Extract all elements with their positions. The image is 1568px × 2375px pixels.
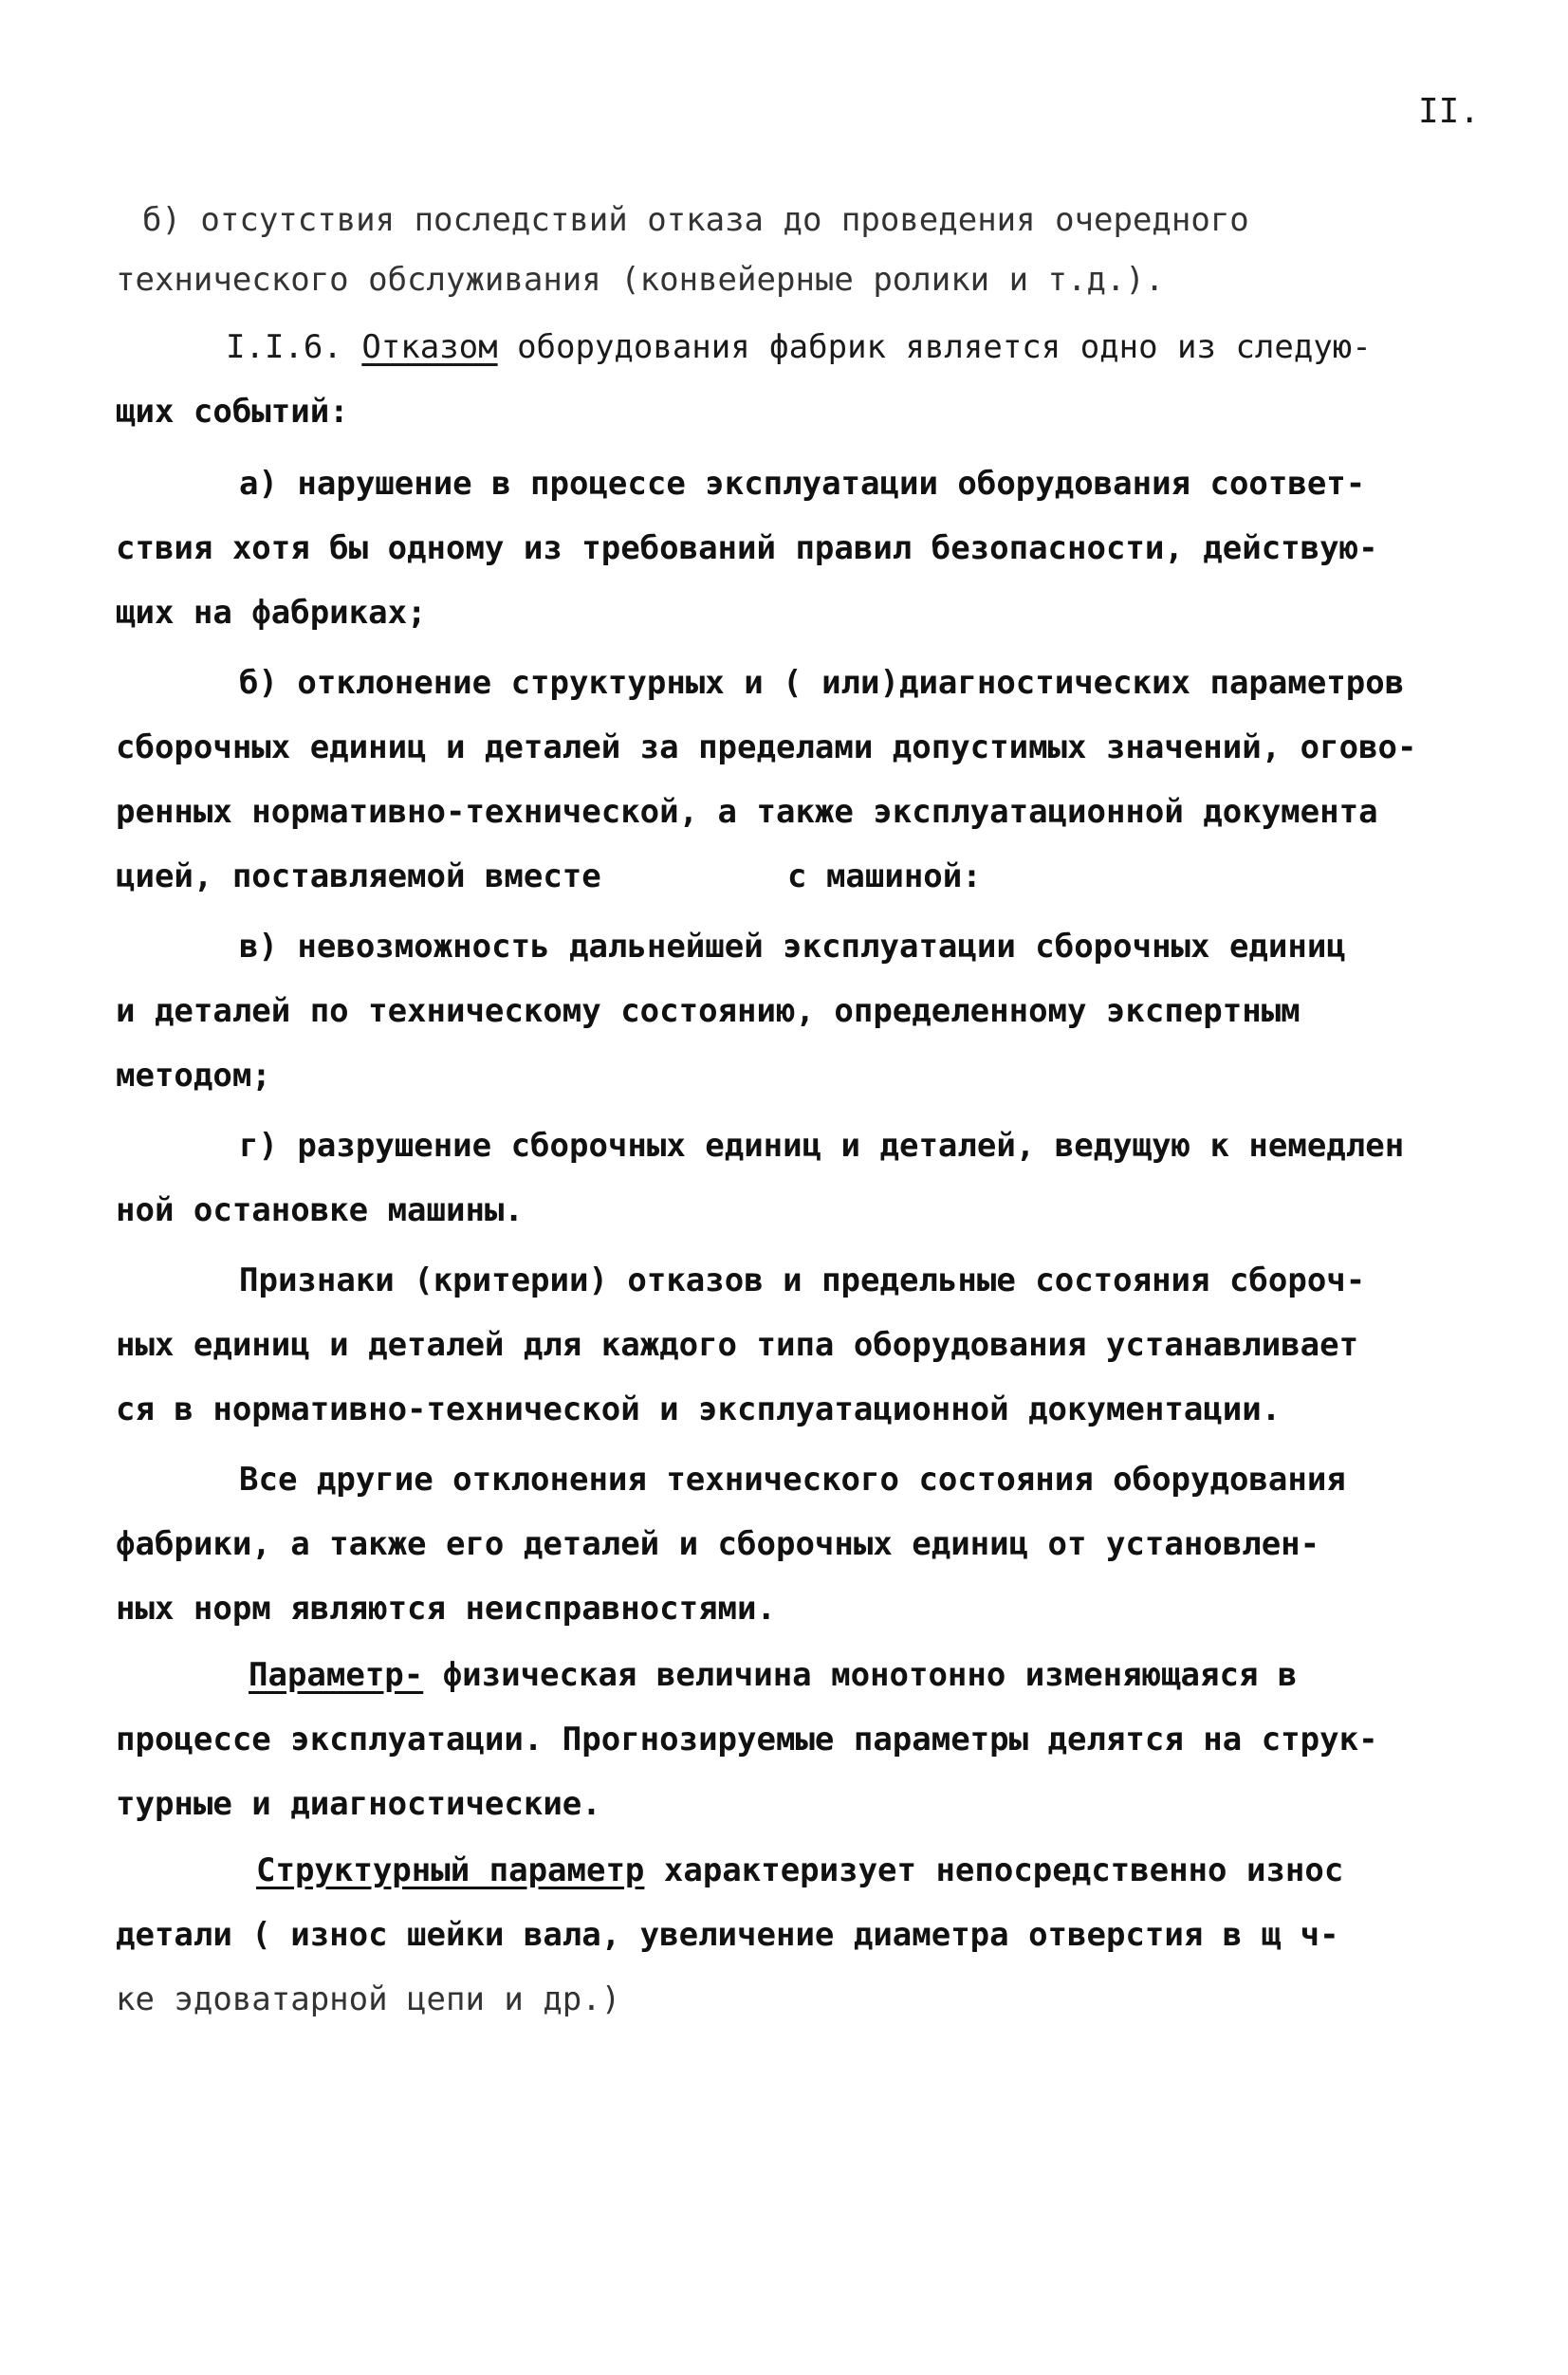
- list-item-b: б) отклонение структурных и ( или)диагностических параметров: [239, 664, 1405, 702]
- term-otkaz: Отказом: [361, 328, 498, 366]
- text-line: б) отсутствия последствий отказа до проведения очередного: [142, 201, 1249, 239]
- term-parametr: Параметр-: [249, 1656, 424, 1694]
- text-line: ной остановке машины.: [116, 1191, 524, 1229]
- text-line: Признаки (критерии) отказов и предельные состояния сбороч-: [239, 1261, 1366, 1299]
- text-span: физическая величина монотонно изменяющаяся в: [423, 1656, 1298, 1694]
- text-line: щих на фабриках;: [116, 594, 427, 632]
- text-line: Все другие отклонения технического состояния оборудования: [239, 1461, 1346, 1499]
- list-item-a: а) нарушение в процессе эксплуатации оборудования соответ-: [239, 465, 1366, 503]
- text-line: ренных нормативно-технической, а также эксплуатационной документа: [116, 793, 1378, 831]
- list-item-g: г) разрушение сборочных единиц и деталей, ведущую к немедлен: [239, 1127, 1405, 1165]
- text-line: ных норм являются неисправностями.: [116, 1590, 776, 1628]
- term-strukturnyj-parametr: Структурный параметр: [256, 1851, 645, 1889]
- text-line: технического обслуживания (конвейерные ролики и т.д.).: [116, 261, 1165, 299]
- text-span: оборудования фабрик является одно из следую-: [497, 328, 1372, 366]
- text-line: с машиной:: [787, 857, 982, 895]
- text-line: методом;: [116, 1057, 271, 1095]
- text-line: процессе эксплуатации. Прогнозируемые параметры делятся на струк-: [116, 1721, 1378, 1758]
- text-line: ся в нормативно-технической и эксплуатационной документации.: [116, 1390, 1282, 1428]
- text-span: характеризует непосредственно износ: [644, 1851, 1344, 1889]
- section-number: I.I.6.: [226, 328, 342, 366]
- text-line: детали ( износ шейки вала, увеличение диаметра отверстия в щ ч-: [116, 1916, 1339, 1954]
- text-line: ных единиц и деталей для каждого типа оборудования устанавливает: [116, 1326, 1359, 1364]
- paragraph-1-1-6-line: [226, 328, 1372, 366]
- text-line: цией, поставляемой вместе: [116, 857, 601, 895]
- text-line: турные и диагностические.: [116, 1785, 601, 1823]
- text-line: щих событий:: [116, 393, 349, 431]
- text-line: и деталей по техническому состоянию, определенному экспертным: [116, 992, 1301, 1030]
- text-line: фабрики, а также его деталей и сборочных единиц от установлен-: [116, 1525, 1320, 1563]
- text-line: сборочных единиц и деталей за пределами допустимых значений, огово-: [116, 728, 1417, 766]
- structural-param-line: [256, 1851, 1343, 1889]
- text-line: ствия хотя бы одному из требований правил безопасности, действую-: [116, 529, 1378, 567]
- param-definition-line: [249, 1656, 1297, 1694]
- page-number: II.: [1418, 92, 1481, 131]
- text-line: ке эдоватарной цепи и др.): [116, 1980, 621, 2018]
- list-item-v: в) невозможность дальнейшей эксплуатации сборочных единиц: [239, 928, 1346, 966]
